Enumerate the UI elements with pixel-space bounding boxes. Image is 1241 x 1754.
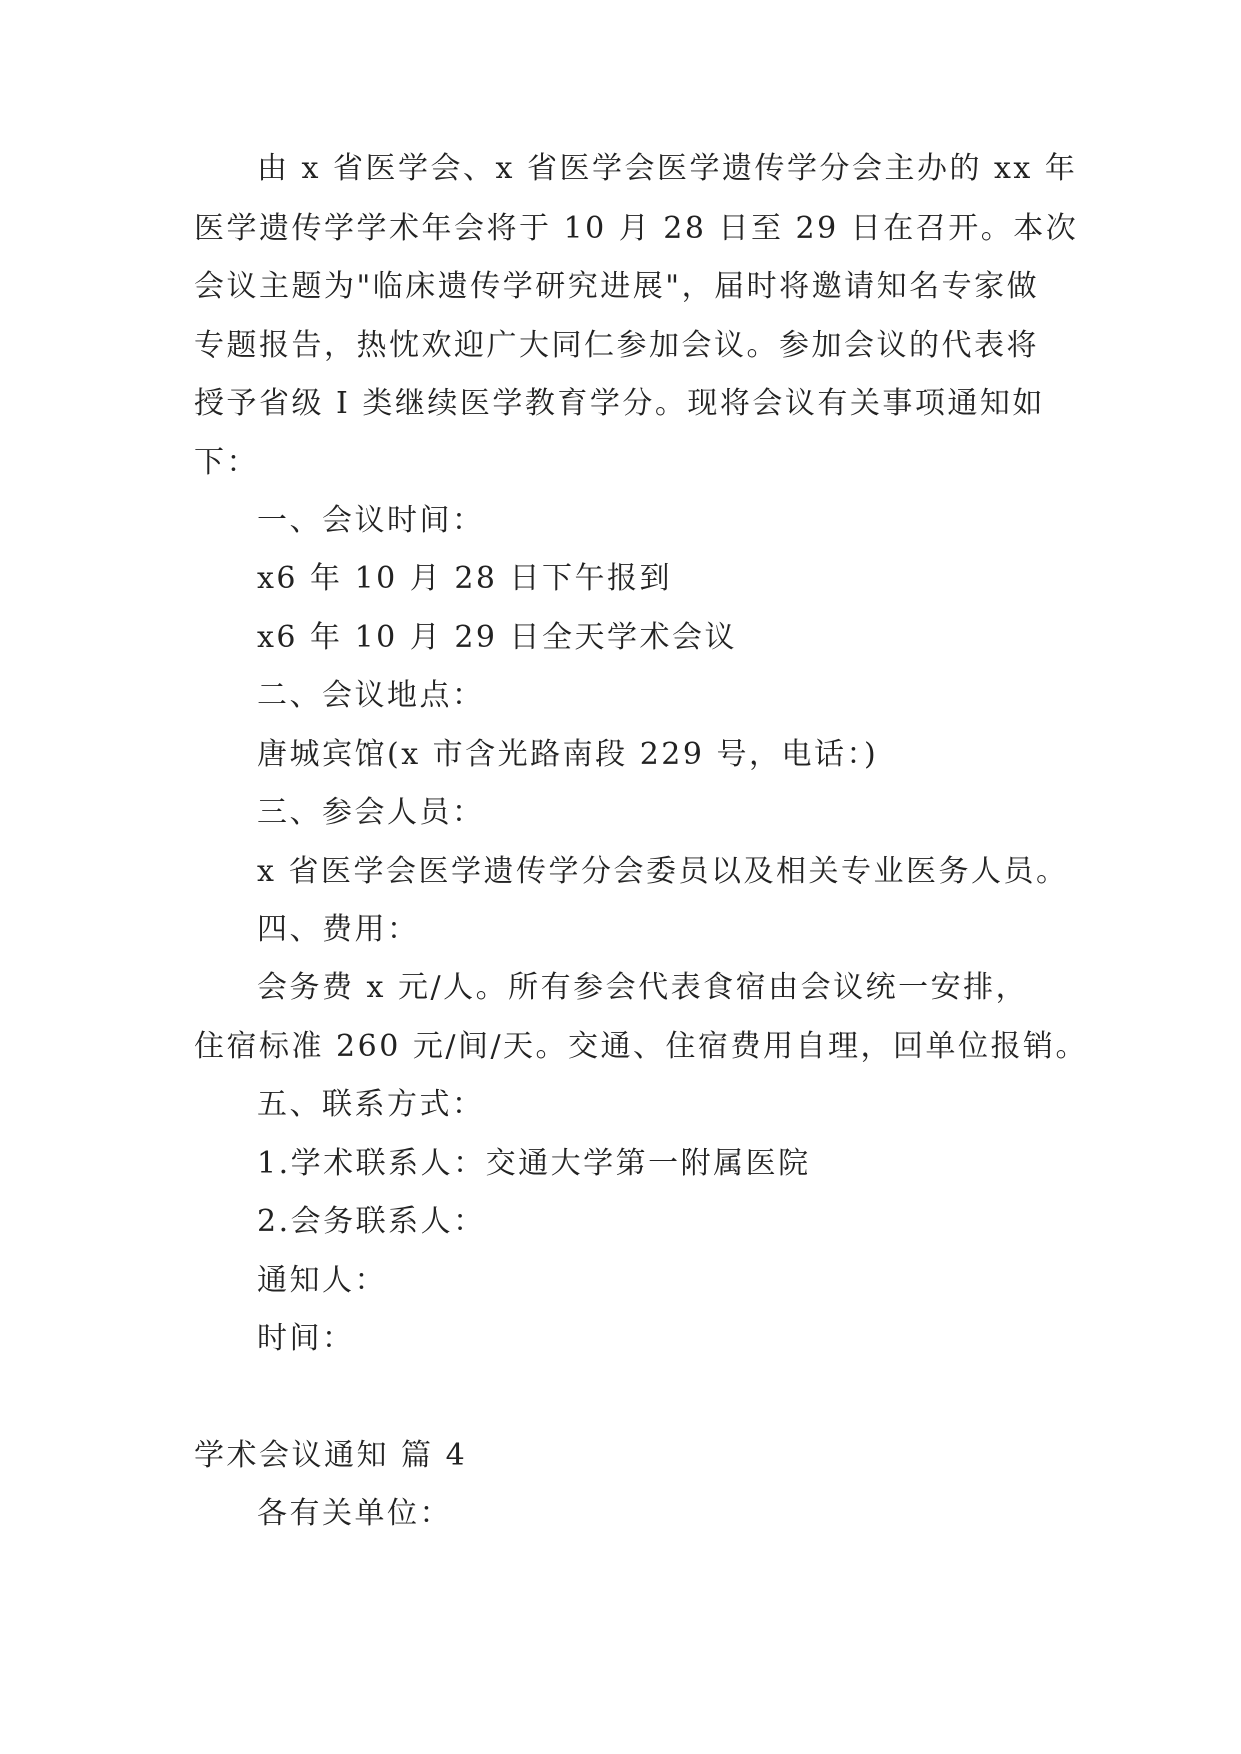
section5-line-1: 1.学术联系人：交通大学第一附属医院 bbox=[257, 1146, 811, 1181]
section4-line-2: 住宿标准 260 元/间/天。交通、住宿费用自理，回单位报销。 bbox=[194, 1029, 1089, 1064]
intro-line-3: 会议主题为"临床遗传学研究进展"，届时将邀请知名专家做 bbox=[194, 269, 1040, 304]
intro-line-4: 专题报告，热忱欢迎广大同仁参加会议。参加会议的代表将 bbox=[194, 328, 1039, 363]
section4-line-1: 会务费 x 元/人。所有参会代表食宿由会议统一安排， bbox=[257, 970, 1029, 1005]
time-label: 时间： bbox=[257, 1321, 355, 1356]
section2-heading: 二、会议地点： bbox=[257, 678, 485, 713]
intro-line-5: 授予省级 I 类继续医学教育学分。现将会议有关事项通知如 bbox=[194, 386, 1045, 421]
section1-line-1: x6 年 10 月 28 日下午报到 bbox=[257, 561, 673, 596]
intro-line-1: 由 x 省医学会、x 省医学会医学遗传学分会主办的 xx 年 bbox=[257, 151, 1078, 186]
notifier-label: 通知人： bbox=[257, 1263, 387, 1298]
section2-line: 唐城宾馆(x 市含光路南段 229 号，电话：) bbox=[257, 737, 879, 772]
section5-line-2: 2.会务联系人： bbox=[257, 1204, 486, 1239]
section3-heading: 三、参会人员： bbox=[257, 795, 485, 830]
section3-line: x 省医学会医学遗传学分会委员以及相关专业医务人员。 bbox=[257, 854, 1069, 889]
next-article-salutation: 各有关单位： bbox=[257, 1496, 452, 1531]
section5-heading: 五、联系方式： bbox=[257, 1087, 485, 1122]
next-article-title: 学术会议通知 篇 4 bbox=[194, 1438, 468, 1473]
section4-heading: 四、费用： bbox=[257, 912, 420, 947]
section1-heading: 一、会议时间： bbox=[257, 503, 485, 538]
intro-line-2: 医学遗传学学术年会将于 10 月 28 日至 29 日在召开。本次 bbox=[194, 211, 1079, 246]
section1-line-2: x6 年 10 月 29 日全天学术会议 bbox=[257, 620, 738, 655]
intro-line-6: 下： bbox=[194, 445, 259, 480]
